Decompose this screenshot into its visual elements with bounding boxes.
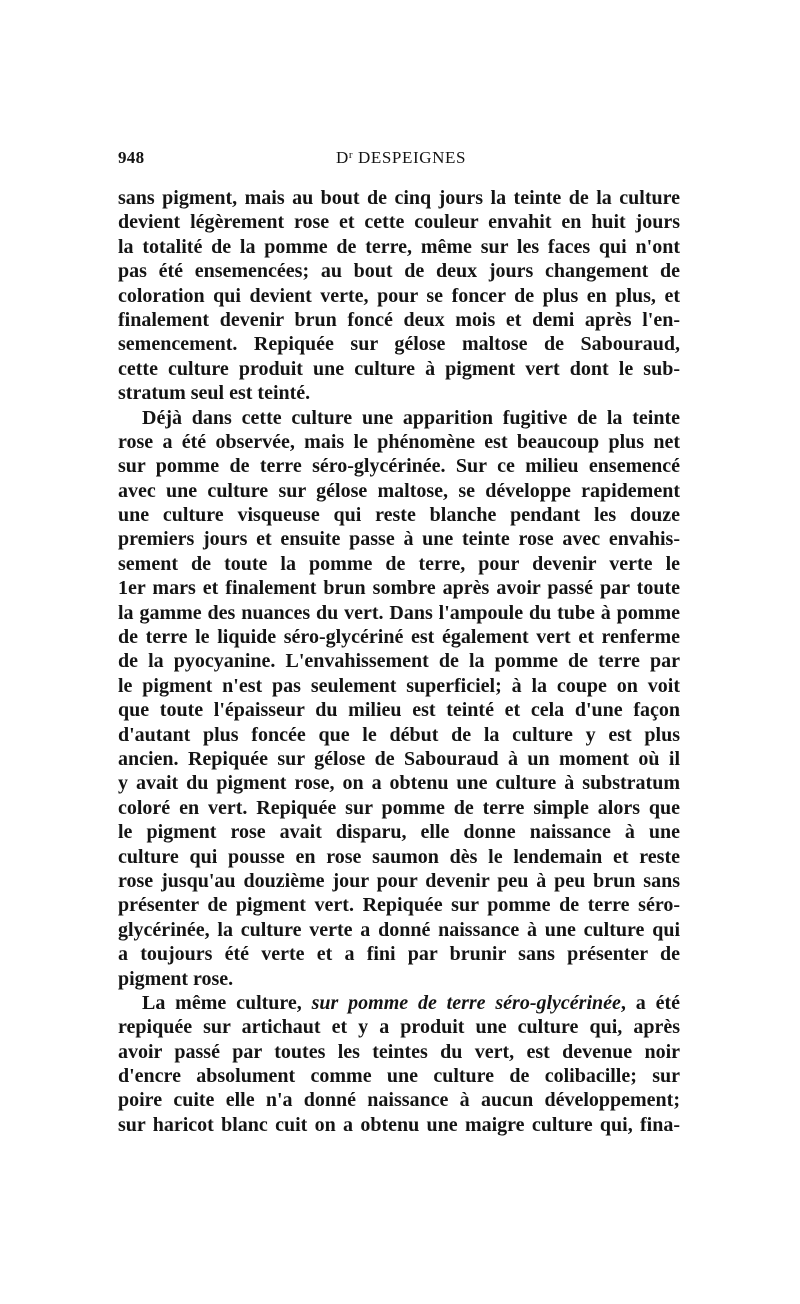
page-number: 948 — [118, 148, 145, 167]
text-line: cette culture produit une culture à pigment vert dont le sub- — [118, 357, 680, 380]
text-line: stratum seul est teinté. — [118, 382, 311, 405]
body-text — [118, 186, 680, 1137]
text-line: la gamme des nuances du vert. Dans l'ampoule du tube à pomme — [118, 601, 680, 624]
text-line: la totalité de la pomme de terre, même sur les faces qui n'ont — [118, 235, 680, 258]
text-line: devient légèrement rose et cette couleur envahit en huit jours — [118, 211, 680, 234]
text-line: y avait du pigment rose, on a obtenu une culture à substratum — [118, 772, 680, 795]
text-line: sur pomme de terre séro-glycérinée. Sur ce milieu ensemencé — [118, 455, 680, 478]
text-line: avec une culture sur gélose maltose, se développe rapidement — [118, 479, 680, 502]
text-line: pas été ensemencées; au bout de deux jours changement de — [118, 260, 680, 283]
text-line: 1er mars et finalement brun sombre après avoir passé par toute — [118, 577, 680, 600]
text-line: d'autant plus foncée que le début de la culture y est plus — [118, 723, 680, 746]
text-line: pigment rose. — [118, 967, 234, 990]
text-line: glycérinée, la culture verte a donné naissance à une culture qui — [118, 918, 680, 941]
text-run: , a été — [620, 991, 680, 1014]
running-head — [118, 148, 680, 174]
text-line — [118, 991, 680, 1015]
text-line: semencement. Repiquée sur gélose maltose de Sabouraud, — [118, 333, 680, 356]
text-line: sans pigment, mais au bout de cinq jours la teinte de la culture — [118, 187, 680, 209]
text-line: présenter de pigment vert. Repiquée sur pomme de terre séro- — [118, 894, 680, 917]
text-line: sur haricot blanc cuit on a obtenu une maigre culture qui, fina- — [118, 1113, 680, 1136]
text-line: le pigment rose avait disparu, elle donne naissance à une — [118, 821, 680, 844]
text-line: ancien. Repiquée sur gélose de Sabouraud à un moment où il — [118, 747, 680, 770]
text-line: a toujours été verte et a fini par brunir sans présenter de — [118, 943, 680, 966]
text-line: d'encre absolument comme une culture de colibacille; sur — [118, 1065, 680, 1088]
text-line: que toute l'épaisseur du milieu est teinté et cela d'une façon — [118, 699, 680, 722]
text-line: une culture visqueuse qui reste blanche pendant les douze — [118, 504, 680, 527]
author-prefix — [336, 148, 353, 167]
text-line: sement de toute la pomme de terre, pour devenir verte le — [118, 552, 680, 575]
author-prefix-letter: D — [336, 148, 349, 167]
author-name: DESPEIGNES — [358, 148, 467, 167]
author-prefix-sup: r — [348, 149, 354, 161]
text-line: de terre le liquide séro-glycériné est également vert et renferme — [118, 626, 680, 649]
text-line: coloration qui devient verte, pour se foncer de plus en plus, et — [118, 284, 680, 307]
text-line: culture qui pousse en rose saumon dès le lendemain et reste — [118, 845, 680, 868]
text-line: premiers jours et ensuite passe à une teinte rose avec envahis- — [118, 528, 680, 551]
text-line: le pigment n'est pas seulement superficiel; à la coupe on voit — [118, 674, 680, 697]
text-line: Déjà dans cette culture une apparition fugitive de la teinte — [142, 406, 680, 429]
text-line: de la pyocyanine. L'envahissement de la pomme de terre par — [118, 650, 680, 673]
text-line: rose jusqu'au douzième jour pour devenir peu à peu brun sans — [118, 869, 680, 892]
text-line: finalement devenir brun foncé deux mois et demi après l'en- — [118, 308, 680, 331]
text-line: poire cuite elle n'a donné naissance à aucun développement; — [118, 1089, 680, 1112]
text-line: avoir passé par toutes les teintes du vert, est devenue noir — [118, 1040, 680, 1063]
running-title — [336, 148, 466, 168]
text-line: rose a été observée, mais le phénomène est beaucoup plus net — [118, 430, 680, 453]
text-line: coloré en vert. Repiquée sur pomme de terre simple alors que — [118, 796, 680, 819]
text-line: repiquée sur artichaut et y a produit une culture qui, après — [118, 1016, 680, 1039]
text-run: La même culture, — [142, 991, 312, 1014]
italic-phrase: sur pomme de terre séro-glycérinée — [311, 991, 621, 1014]
